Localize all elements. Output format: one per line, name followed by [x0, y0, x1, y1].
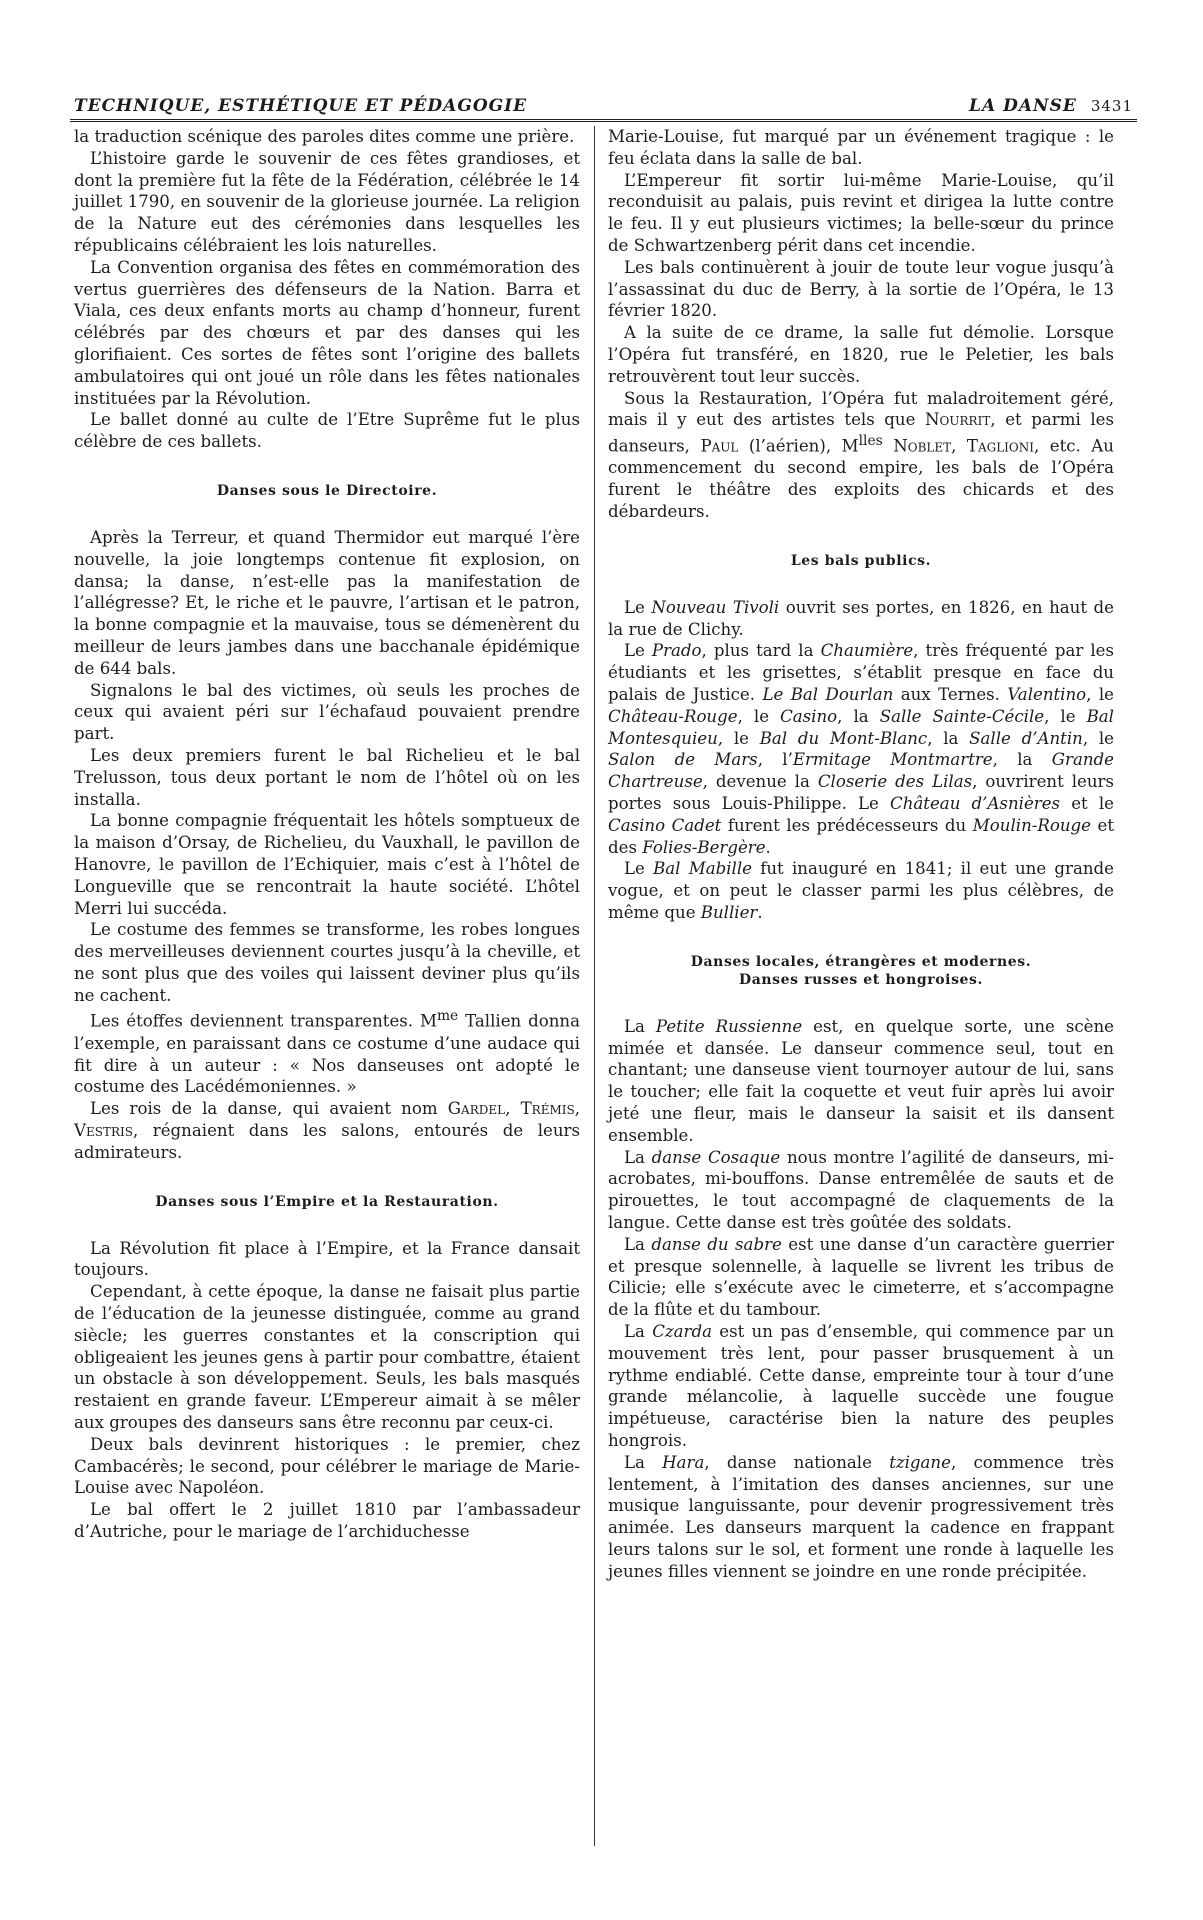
paragraph [608, 858, 1114, 923]
running-header [74, 84, 1133, 116]
italic-name: danse du sabre [651, 1234, 782, 1254]
section-heading-directoire [74, 482, 580, 500]
text-run: fut inauguré en 1841; il eut une grande vogue, et on peut le classer parmi les plus célèbres, de même que [608, 859, 1114, 923]
italic-name: Salon de Mars [608, 750, 758, 770]
text-run: , devenue la [702, 772, 818, 792]
artist-name: Taglioni [966, 436, 1034, 456]
paragraph: Deux bals devinrent historiques : le premier, chez Cambacérès; le second, pour célébrer le mariage de Marie-Louise avec Napoléon. [74, 1434, 580, 1498]
italic-name: Bullier [700, 903, 758, 923]
paragraph: Les bals continuèrent à jouir de toute leur vogue jusqu’à l’assassinat du duc de Berry, à la sortie de l’Opéra, le 13 février 1820. [608, 257, 1114, 321]
text-run: , [574, 1099, 580, 1119]
italic-name: Hara [662, 1452, 705, 1472]
paragraph: Le costume des femmes se transforme, les robes longues des merveilleuses deviennent courtes jusqu’à la cheville, et ne sont plus que des voiles qui laissent deviner plus qu’ils ne cachent. [74, 920, 580, 1005]
text-run: et des [608, 815, 1114, 857]
paragraph [74, 1006, 580, 1098]
left-column [74, 126, 580, 1543]
italic-name: Czarda [652, 1321, 712, 1341]
text-run: est, en quelque sorte, une scène mimée et dansée. Le danseur commence seul, tout en chantant; une danseuse vient tournoyer autour de lui, sans le toucher; elle fait la coquette et veut fuir après lui avoir jeté une fleur, mais le danseur la saisit et ils dansent ensemble. [608, 1016, 1114, 1145]
heading-text: Les bals publics. [790, 552, 932, 569]
italic-name: Closerie des Lilas [817, 772, 973, 792]
paragraph: La Révolution fit place à l’Empire, et la France dansait toujours. [74, 1238, 580, 1280]
column-divider [594, 126, 595, 1846]
heading-text: Danses locales, étrangères et modernes. [690, 953, 1032, 970]
text-run: , ouvrirent leurs portes sous Louis-Philippe. Le [608, 772, 1114, 814]
text-run: La [624, 1234, 652, 1254]
text-run: , le [1082, 728, 1114, 748]
text-run: , [505, 1099, 521, 1119]
text-run: La [624, 1321, 653, 1341]
text-run: . [757, 903, 763, 923]
text-run: , régnaient dans les salons, entourés de leurs admirateurs. [74, 1121, 580, 1162]
text-run: (l’aérien), M [738, 436, 859, 456]
text-run: aux Ternes. [893, 685, 1008, 705]
text-run: , le [717, 728, 760, 748]
text-run: , le [737, 706, 781, 726]
text-run: Les rois de la danse, qui avaient nom [90, 1099, 448, 1119]
paragraph: Signalons le bal des victimes, où seuls les proches de ceux qui avaient péri sur l’échafaud pouvaient prendre part. [74, 680, 580, 744]
paragraph: Cependant, à cette époque, la danse ne faisait plus partie de l’éducation de la jeunesse distinguée, comme au grand siècle; les guerres constantes et la conscription qui obligeaient les jeunes gens à partir pour combattre, étaient un obstacle à son développement. Seuls, les bals masqués restaient en grande faveur. L’Empereur aimait à se mêler aux groupes des danseurs sans être reconnu par ceux-ci. [74, 1282, 580, 1432]
text-run: Le [624, 597, 652, 617]
text-run: , le [1044, 706, 1087, 726]
paragraph: Le ballet donné au culte de l’Etre Suprême fut le plus célèbre de ces ballets. [74, 410, 580, 452]
text-run: Le [624, 641, 652, 661]
paragraph: Les deux premiers furent le bal Richelieu et le bal Trelusson, tous deux portant le nom de l’hôtel où on les installa. [74, 745, 580, 809]
artist-name: Nourrit [925, 410, 991, 430]
text-run: Tallien donna l’exemple, en paraissant dans ce costume d’une audace qui fit dire à un auteur : « Nos danseuses ont adopté le costume des Lacédémoniennes. » [74, 1012, 580, 1097]
italic-name: Valentino [1007, 685, 1087, 705]
dancer-name: Vestris [74, 1121, 133, 1140]
text-run: , danse nationale [704, 1452, 890, 1472]
italic-name: Prado [651, 641, 702, 661]
italic-name: Ermitage Montmartre [792, 750, 993, 770]
italic-name: Salle d’Antin [969, 728, 1083, 748]
text-run: , l’ [757, 750, 793, 770]
italic-name: Chaumière [820, 641, 914, 661]
italic-name: danse Cosaque [651, 1147, 781, 1167]
artist-name: Paul [700, 436, 739, 456]
paragraph [608, 1321, 1114, 1452]
paragraph [608, 388, 1114, 523]
text-run: , [951, 436, 967, 456]
paragraph: La bonne compagnie fréquentait les hôtels somptueux de la maison d’Orsay, de Richelieu, du Vauxhall, le pavillon de Hanovre, le pavillon de l’Echiquier, mais c’est à l’hôtel de Longueville que se rencontrait la haute société. L’hôtel Merri lui succéda. [74, 811, 580, 918]
superscript: me [436, 1008, 459, 1025]
paragraph [608, 597, 1114, 641]
heading-text: Danses russes et hongroises. [738, 971, 984, 988]
italic-name: Nouveau Tivoli [651, 597, 780, 617]
heading-text: Danses sous l’Empire et la Restauration. [155, 1193, 499, 1210]
text-run: , plus tard la [701, 641, 821, 661]
text-run: ouvrit ses portes, en 1826, en haut de la rue de Clichy. [608, 597, 1114, 639]
paragraph: L’histoire garde le souvenir de ces fêtes grandioses, et dont la première fut la fête de la Fédération, célébrée le 14 juillet 1790, en souvenir de la glorieuse journée. La religion de la Nature eut des cérémonies dans lesquelles les républicains célébraient les lois naturelles. [74, 148, 580, 255]
italic-name: Folies-Bergère [642, 837, 766, 857]
paragraph: la traduction scénique des paroles dites comme une prière. [74, 127, 575, 146]
paragraph: Le bal offert le 2 juillet 1810 par l’ambassadeur d’Autriche, pour le mariage de l’archiduchesse [74, 1500, 580, 1541]
header-right-title: LA DANSE [969, 96, 1077, 116]
paragraph [608, 1234, 1114, 1321]
text-run: furent les prédécesseurs du [721, 815, 973, 835]
header-left-title: TECHNIQUE, ESTHÉTIQUE ET PÉDAGOGIE [74, 96, 528, 116]
italic-name: tzigane [889, 1452, 951, 1472]
italic-name: Le Bal Dourlan [762, 685, 894, 705]
page-number: 3431 [1090, 97, 1133, 115]
italic-name: Salle Sainte-Cécile [879, 706, 1045, 726]
superscript: lles [858, 433, 883, 450]
header-rule [70, 119, 1137, 122]
artist-name: Noblet [882, 436, 952, 456]
italic-name: Bal Montesquieu [608, 706, 1114, 748]
paragraph: Marie-Louise, fut marqué par un événement tragique : le feu éclata dans la salle de bal. [608, 127, 1114, 168]
text-run: , la [992, 750, 1052, 770]
text-run: , commence très lentement, à l’imitation des danses anciennes, sur une musique languissante, pour devenir progressivement très animée. Les danseurs marquent la cadence en frappant leurs talons sur le sol, et forment une ronde à laquelle les jeunes filles viennent se joindre en une ronde précipitée. [608, 1452, 1115, 1581]
paragraph [74, 1098, 580, 1163]
paragraph: La Convention organisa des fêtes en commémoration des vertus guerrières des défenseurs de la Nation. Barra et Viala, ces deux enfants morts au champ d’honneur, furent célébrés par des chœurs et par des danses qui les glorifiaient. Ces sortes de fêtes sont l’origine des ballets ambulatoires qui ont joué un rôle dans les fêtes nationales instituées par la Révolution. [74, 257, 580, 408]
text-run: La [624, 1016, 656, 1036]
italic-name: Grande Chartreuse [608, 750, 1114, 792]
text-run: , le [1086, 685, 1114, 705]
text-run: Le [624, 859, 654, 879]
header-right [969, 96, 1133, 116]
text-run: La [624, 1452, 663, 1472]
text-run: et le [1060, 794, 1114, 814]
text-run: Les étoffes deviennent transparentes. M [90, 1012, 437, 1032]
text-run: La [624, 1147, 652, 1167]
right-column [608, 126, 1114, 1583]
text-run: , très fréquenté par les étudiants et les grisettes, s’établit presque en face du palais de Justice. [608, 641, 1114, 705]
section-heading-danses-locales [608, 953, 1114, 989]
text-run: , etc. Au commencement du second empire, les bals de l’Opéra furent le théâtre des exploits des chicards et des débardeurs. [608, 436, 1114, 522]
text-run: nous montre l’agilité de danseurs, mi-acrobates, mi-bouffons. Danse entremêlée de sauts et de pirouettes, le tout accompagné de claquements de la langue. Cette danse est très goûtée des soldats. [608, 1147, 1114, 1232]
italic-name: Bal du Mont-Blanc [759, 728, 928, 748]
heading-text: Danses sous le Directoire. [216, 482, 438, 499]
dancer-name: Gardel [447, 1099, 506, 1119]
italic-name: Casino [780, 706, 838, 726]
section-heading-bals-publics [608, 552, 1114, 570]
paragraph: A la suite de ce drame, la salle fut démolie. Lorsque l’Opéra fut transféré, en 1820, rue le Peletier, les bals retrouvèrent tout leur succès. [608, 323, 1114, 386]
italic-name: Moulin-Rouge [972, 815, 1091, 835]
paragraph [608, 1016, 1114, 1147]
italic-name: Bal Mabille [653, 859, 752, 879]
italic-name: Château d’Asnières [890, 794, 1061, 814]
text-run: . [765, 837, 771, 857]
paragraph: L’Empereur fit sortir lui-même Marie-Louise, qu’il reconduisit au palais, puis revint et dirigea la lutte contre le feu. Il y eut plusieurs victimes; la belle-sœur du prince de Schwartzenberg périt dans cet incendie. [608, 170, 1114, 255]
paragraph [608, 640, 1114, 858]
italic-name: Château-Rouge [608, 706, 738, 726]
text-run: est une danse d’un caractère guerrier et presque solennelle, à laquelle se livrent les tribus de Cilicie; elle s’exécute avec le cimeterre, et s’accompagne de la flûte et du tambour. [608, 1234, 1114, 1320]
paragraph [608, 1452, 1114, 1583]
paragraph: Après la Terreur, et quand Thermidor eut marqué l’ère nouvelle, la joie longtemps contenue fit explosion, on dansa; la danse, n’est-elle pas la manifestation de l’allégresse? Et, le riche et le pauvre, l’artisan et le patron, la bonne compagnie et la mauvaise, tous se démenèrent du meilleur de leurs jambes dans une bacchanale épidémique de 644 bals. [74, 527, 580, 678]
text-run: , la [837, 706, 880, 726]
text-run: , la [927, 728, 970, 748]
italic-name: Casino Cadet [608, 815, 722, 835]
text-run: , et parmi les danseurs, [608, 410, 1114, 456]
dancer-name: Trémis [520, 1099, 575, 1119]
paragraph [608, 1147, 1114, 1234]
italic-name: Petite Russienne [655, 1016, 803, 1036]
section-heading-empire [74, 1193, 580, 1211]
text-run: Sous la Restauration, l’Opéra fut maladroitement géré, mais il y eut des artistes tels que [608, 388, 1114, 430]
text-run: est un pas d’ensemble, qui commence par un mouvement très lent, pour passer brusquement à un rythme endiablé. Cette danse, empreinte tour à tour d’une grande mélancolie, à laquelle succède une fougue impétueuse, caractérise bien la nature des peuples hongrois. [608, 1321, 1114, 1450]
